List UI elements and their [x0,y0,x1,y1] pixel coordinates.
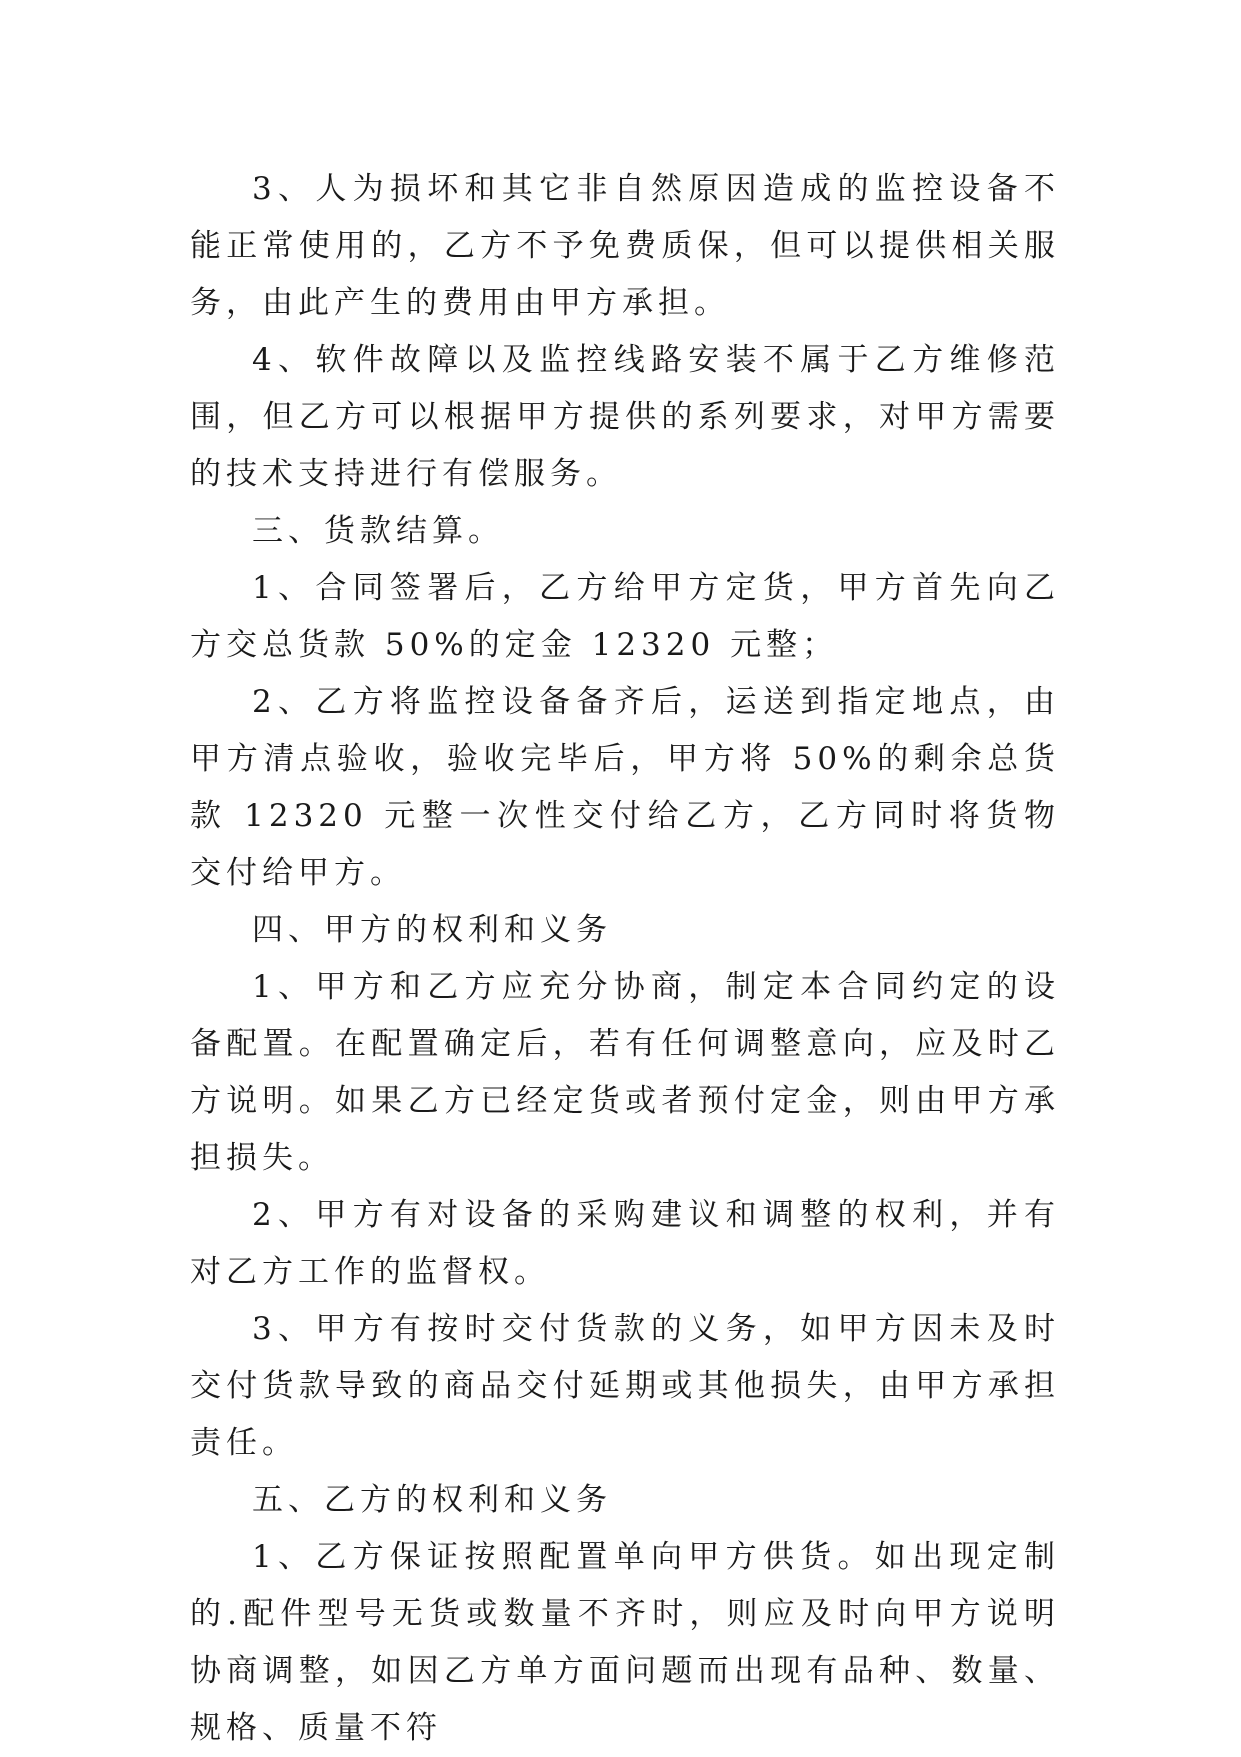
clause-2-purchase-advice: 2、甲方有对设备的采购建议和调整的权利，并有对乙方工作的监督权。 [190,1197,1060,1290]
clause-4-software-fault: 4、软件故障以及监控线路安装不属于乙方维修范围，但乙方可以根据甲方提供的系列要求，对甲方需要的技术支持进行有偿服务。 [190,342,1060,492]
clause-1-supply-guarantee: 1、乙方保证按照配置单向甲方供货。如出现定制的.配件型号无货或数量不齐时，则应及时向甲方说明协商调整，如因乙方单方面问题而出现有品种、数量、规格、质量不符 [190,1539,1060,1746]
section-heading-party-a: 四、甲方的权利和义务 [252,912,612,948]
document-page [190,161,1060,1757]
clause-3-payment-duty: 3、甲方有按时交付货款的义务，如甲方因未及时交付货款导致的商品交付延期或其他损失，由甲方承担责任。 [190,1311,1060,1461]
clause-1-deposit: 1、合同签署后，乙方给甲方定货，甲方首先向乙方交总货款 50%的定金 12320 元整； [190,570,1060,663]
clause-3-damage-warranty: 3、人为损坏和其它非自然原因造成的监控设备不能正常使用的，乙方不予免费质保，但可以提供相关服务，由此产生的费用由甲方承担。 [190,171,1060,321]
section-heading-payment: 三、货款结算。 [252,513,504,549]
clause-1-configuration: 1、甲方和乙方应充分协商，制定本合同约定的设备配置。在配置确定后，若有任何调整意向，应及时乙方说明。如果乙方已经定货或者预付定金，则由甲方承担损失。 [190,969,1060,1176]
clause-2-balance-payment: 2、乙方将监控设备备齐后，运送到指定地点，由甲方清点验收，验收完毕后，甲方将 50%的剩余总货款 12320 元整一次性交付给乙方，乙方同时将货物交付给甲方。 [190,684,1060,891]
section-heading-party-b: 五、乙方的权利和义务 [252,1482,612,1518]
